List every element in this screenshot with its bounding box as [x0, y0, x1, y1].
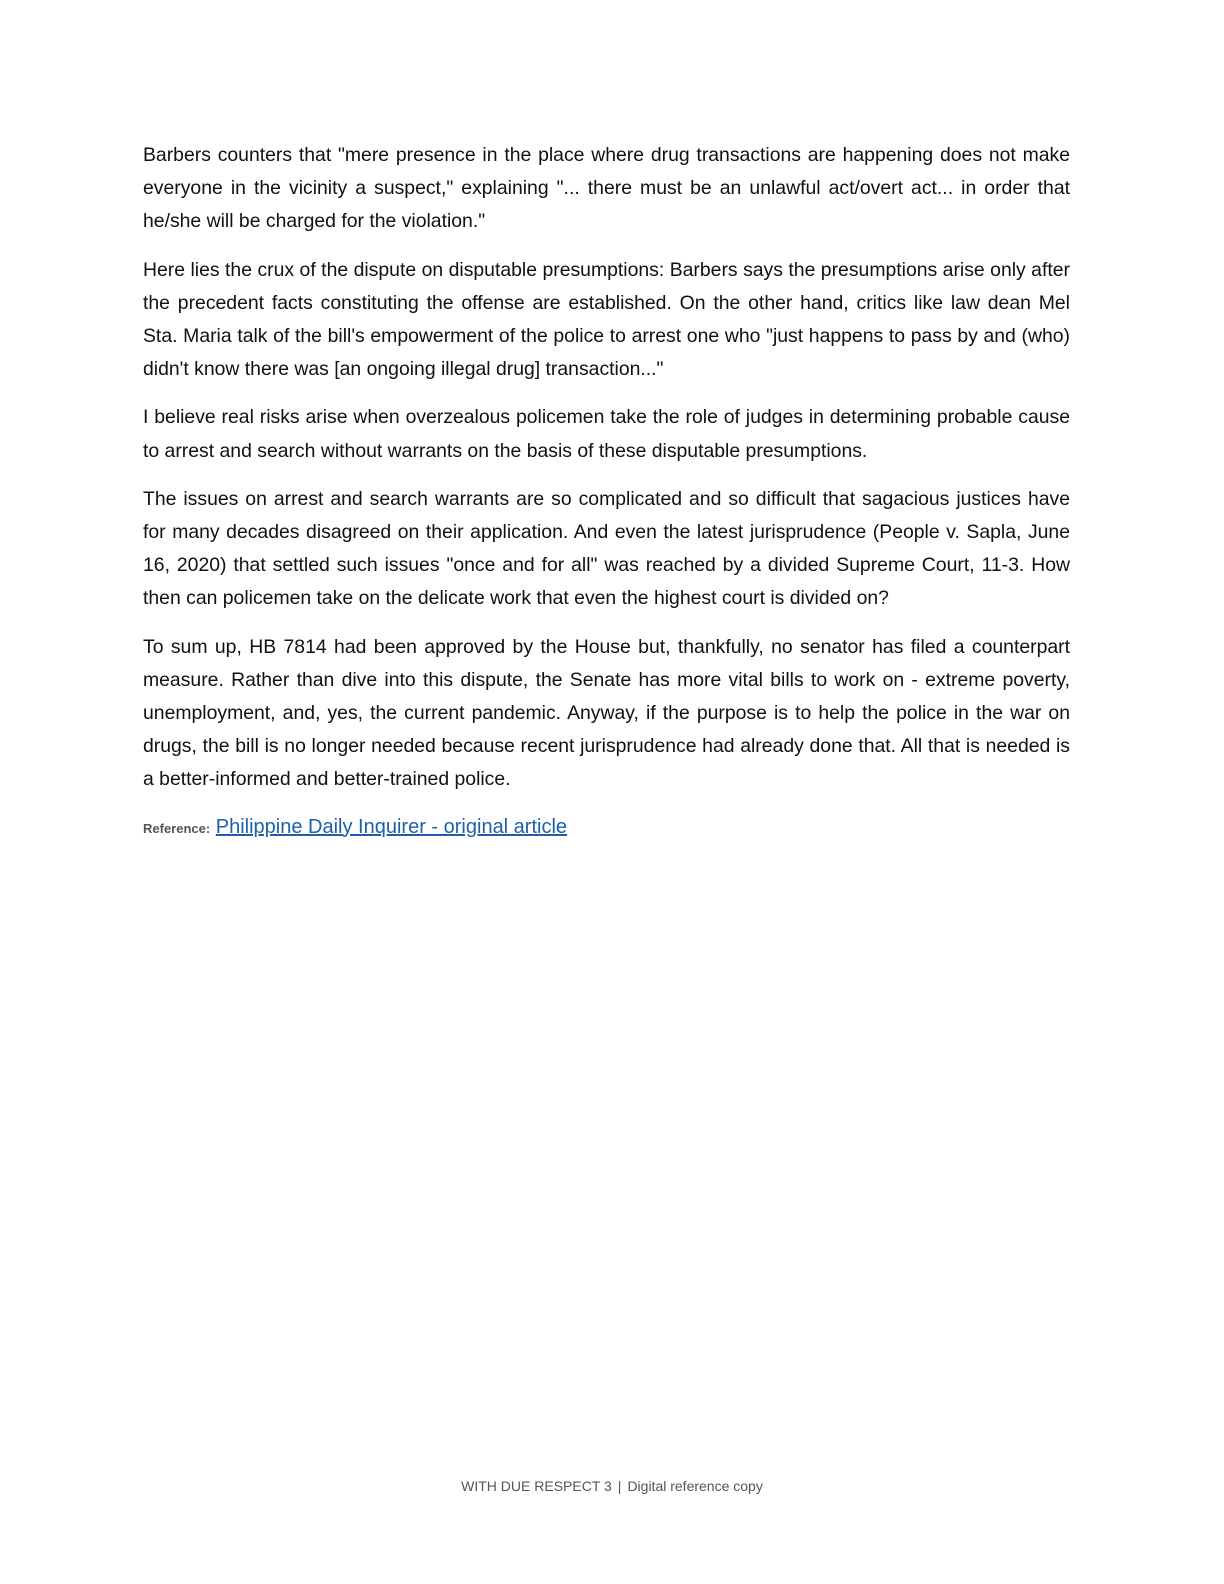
article-body: [143, 139, 1070, 844]
paragraph-crux-of-dispute: Here lies the crux of the dispute on disputable presumptions: Barbers says the presumptions arise only after the precedent facts constituting the offense are established. On the other hand, critics like law dean Mel Sta. Maria talk of the bill's empowerment of the police to arrest one who "just happens to pass by and (who) didn't know there was [an ongoing illegal drug] transaction...": [143, 258, 1070, 381]
paragraph-barbers-counters: Barbers counters that "mere presence in the place where drug transactions are happening does not make everyone in the vicinity a suspect," explaining "... there must be an unlawful act/overt act... in order that he/she will be charged for the violation.": [143, 144, 1070, 233]
reference-link[interactable]: Philippine Daily Inquirer - original article: [215, 815, 568, 838]
reference-label: Reference:: [143, 820, 211, 836]
paragraph-sum-up: To sum up, HB 7814 had been approved by the House but, thankfully, no senator has filed a counterpart measure. Rather than dive into this dispute, the Senate has more vital bills to work on - extreme poverty, unemployment, and, yes, the current pandemic. Anyway, if the purpose is to help the police in the war on drugs, the bill is no longer needed because recent jurisprudence had already done that. All that is needed is a better-informed and better-trained police.: [143, 635, 1070, 791]
reference-line: [143, 812, 1070, 844]
footer-separator: |: [617, 1478, 622, 1494]
footer-note: Digital reference copy: [627, 1478, 763, 1494]
paragraph-warrant-issues: The issues on arrest and search warrants are so complicated and so difficult that sagacious justices have for many decades disagreed on their application. And even the latest jurisprudence (People v. Sapla, June 16, 2020) that settled such issues "once and for all" was reached by a divided Supreme Court, 11-3. How then can policemen take on the delicate work that even the highest court is divided on?: [143, 487, 1070, 610]
paragraph-real-risks: I believe real risks arise when overzealous policemen take the role of judges in determining probable cause to arrest and search without warrants on the basis of these disputable presumptions.: [143, 406, 1070, 462]
footer-title: WITH DUE RESPECT 3: [461, 1478, 612, 1494]
page-footer: [0, 1478, 1224, 1494]
